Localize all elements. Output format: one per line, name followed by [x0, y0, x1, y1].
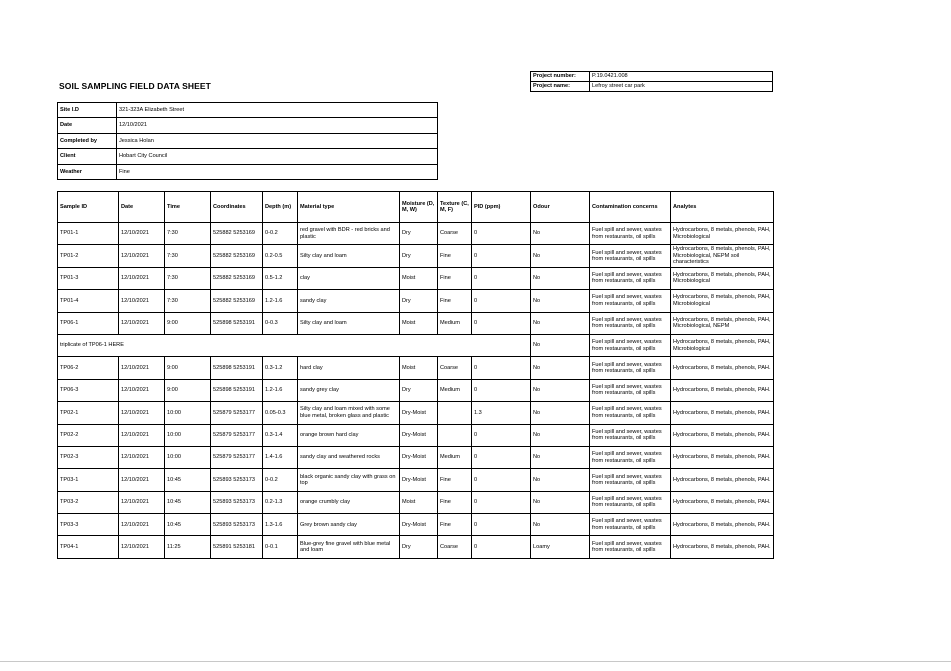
- page-title: SOIL SAMPLING FIELD DATA SHEET: [59, 81, 211, 91]
- cell-odour: No: [531, 312, 590, 334]
- site-id-value: 321-323A Elizabeth Street: [117, 103, 438, 118]
- cell-material-type: Grey brown sandy clay: [298, 514, 400, 536]
- cell-time: 10:00: [165, 424, 211, 446]
- project-name-row: [531, 82, 773, 92]
- cell-time: 7:30: [165, 290, 211, 312]
- cell-contamination-concerns: Fuel spill and sewer, wastes from restaurants, oil spills: [590, 491, 671, 513]
- table-row: [58, 536, 774, 558]
- cell-moisture: Dry-Moist: [400, 424, 438, 446]
- cell-date: 12/10/2021: [119, 267, 165, 289]
- cell-sample-id: TP01-3: [58, 267, 119, 289]
- cell-coordinates: 525893 5253173: [211, 514, 263, 536]
- cell-analytes: Hydrocarbons, 8 metals, phenols, PAH.: [671, 357, 774, 379]
- cell-sample-id: TP04-1: [58, 536, 119, 558]
- site-id-label: Site I.D: [58, 103, 117, 118]
- cell-depth: 0-0.1: [263, 536, 298, 558]
- cell-odour: No: [531, 223, 590, 245]
- cell-sample-id: TP01-1: [58, 223, 119, 245]
- cell-sample-id: TP03-3: [58, 514, 119, 536]
- cell-contamination-concerns: Fuel spill and sewer, wastes from restaurants, oil spills: [590, 245, 671, 267]
- cell-odour: No: [531, 491, 590, 513]
- date-label: Date: [58, 118, 117, 133]
- cell-analytes: Hydrocarbons, 8 metals, phenols, PAH, Microbiological, NEPM soil characteristics: [671, 245, 774, 267]
- cell-depth: 0-0.2: [263, 223, 298, 245]
- cell-odour: Loamy: [531, 536, 590, 558]
- cell-time: 9:00: [165, 379, 211, 401]
- cell-odour: No: [531, 334, 590, 356]
- cell-depth: 0-0.3: [263, 312, 298, 334]
- cell-date: 12/10/2021: [119, 379, 165, 401]
- cell-depth: 0.05-0.3: [263, 402, 298, 424]
- table-row: [58, 334, 774, 356]
- cell-material-type: sandy grey clay: [298, 379, 400, 401]
- completed-by-label: Completed by: [58, 133, 117, 148]
- cell-date: 12/10/2021: [119, 514, 165, 536]
- cell-analytes: Hydrocarbons, 8 metals, phenols, PAH.: [671, 514, 774, 536]
- cell-material-type: Silty clay and loam mixed with some blue metal, broken glass and plastic: [298, 402, 400, 424]
- cell-material-type: red gravel with BDR - red bricks and plastic: [298, 223, 400, 245]
- table-row: [58, 290, 774, 312]
- cell-material-type: Blue-grey fine gravel with blue metal and loam: [298, 536, 400, 558]
- cell-date: 12/10/2021: [119, 536, 165, 558]
- table-row: [58, 402, 774, 424]
- cell-coordinates: 525879 5253177: [211, 446, 263, 468]
- cell-sample-id: TP06-3: [58, 379, 119, 401]
- cell-contamination-concerns: Fuel spill and sewer, wastes from restaurants, oil spills: [590, 424, 671, 446]
- table-row: [58, 245, 774, 267]
- cell-coordinates: 525898 5253191: [211, 357, 263, 379]
- site-info-table: [57, 102, 438, 180]
- cell-date: 12/10/2021: [119, 469, 165, 491]
- cell-contamination-concerns: Fuel spill and sewer, wastes from restaurants, oil spills: [590, 312, 671, 334]
- cell-analytes: Hydrocarbons, 8 metals, phenols, PAH.: [671, 469, 774, 491]
- cell-pid: 0: [472, 290, 531, 312]
- cell-texture: Fine: [438, 514, 472, 536]
- cell-date: 12/10/2021: [119, 312, 165, 334]
- table-row: [58, 514, 774, 536]
- cell-contamination-concerns: Fuel spill and sewer, wastes from restaurants, oil spills: [590, 402, 671, 424]
- table-row: [58, 379, 774, 401]
- completed-by-value: Jessica Holan: [117, 133, 438, 148]
- column-header-sample-id: Sample ID: [58, 192, 119, 223]
- cell-depth: 1.2-1.6: [263, 290, 298, 312]
- cell-moisture: Dry: [400, 223, 438, 245]
- cell-odour: No: [531, 402, 590, 424]
- cell-analytes: Hydrocarbons, 8 metals, phenols, PAH.: [671, 536, 774, 558]
- cell-odour: No: [531, 357, 590, 379]
- cell-texture: Fine: [438, 245, 472, 267]
- cell-pid: 0: [472, 536, 531, 558]
- cell-material-type: sandy clay: [298, 290, 400, 312]
- cell-contamination-concerns: Fuel spill and sewer, wastes from restaurants, oil spills: [590, 469, 671, 491]
- table-row: [58, 424, 774, 446]
- cell-coordinates: 525891 5253181: [211, 536, 263, 558]
- cell-moisture: Dry-Moist: [400, 469, 438, 491]
- cell-contamination-concerns: Fuel spill and sewer, wastes from restaurants, oil spills: [590, 379, 671, 401]
- cell-texture: Medium: [438, 446, 472, 468]
- cell-depth: 1.2-1.6: [263, 379, 298, 401]
- site-id-row: [58, 103, 438, 118]
- cell-coordinates: 525882 5253169: [211, 223, 263, 245]
- cell-pid: 0: [472, 446, 531, 468]
- project-number-value: P.19.0421.008: [590, 72, 773, 82]
- cell-depth: 1.4-1.6: [263, 446, 298, 468]
- cell-material-type: black organic sandy clay with grass on top: [298, 469, 400, 491]
- cell-coordinates: 525882 5253169: [211, 245, 263, 267]
- table-row: [58, 312, 774, 334]
- cell-pid: 1.3: [472, 402, 531, 424]
- column-header-odour: Odour: [531, 192, 590, 223]
- cell-moisture: Moist: [400, 312, 438, 334]
- cell-texture: Fine: [438, 469, 472, 491]
- client-row: [58, 149, 438, 164]
- cell-material-type: orange crumbly clay: [298, 491, 400, 513]
- client-value: Hobart City Council: [117, 149, 438, 164]
- table-body: [58, 223, 774, 559]
- cell-date: 12/10/2021: [119, 245, 165, 267]
- cell-coordinates: 525898 5253191: [211, 312, 263, 334]
- table-row: [58, 469, 774, 491]
- table-header-row: [58, 192, 774, 223]
- cell-time: 7:30: [165, 223, 211, 245]
- cell-texture: Coarse: [438, 357, 472, 379]
- cell-sample-id: TP03-1: [58, 469, 119, 491]
- cell-sample-id: TP02-2: [58, 424, 119, 446]
- cell-depth: 0.3-1.4: [263, 424, 298, 446]
- cell-moisture: Moist: [400, 267, 438, 289]
- cell-odour: No: [531, 290, 590, 312]
- column-header-contamination-concerns: Contamination concerns: [590, 192, 671, 223]
- cell-odour: No: [531, 379, 590, 401]
- table-row: [58, 446, 774, 468]
- column-header-moisture: Moisture (D, M, W): [400, 192, 438, 223]
- cell-date: 12/10/2021: [119, 491, 165, 513]
- cell-time: 11:25: [165, 536, 211, 558]
- cell-pid: 0: [472, 379, 531, 401]
- cell-contamination-concerns: Fuel spill and sewer, wastes from restaurants, oil spills: [590, 514, 671, 536]
- table-row: [58, 491, 774, 513]
- column-header-coordinates: Coordinates: [211, 192, 263, 223]
- cell-analytes: Hydrocarbons, 8 metals, phenols, PAH, Microbiological: [671, 290, 774, 312]
- cell-material-type: Silty clay and loam: [298, 245, 400, 267]
- column-header-depth: Depth (m): [263, 192, 298, 223]
- cell-contamination-concerns: Fuel spill and sewer, wastes from restaurants, oil spills: [590, 290, 671, 312]
- cell-note: triplicate of TP06-1 HERE: [58, 334, 531, 356]
- cell-moisture: Dry: [400, 379, 438, 401]
- column-header-date: Date: [119, 192, 165, 223]
- date-row: [58, 118, 438, 133]
- cell-time: 10:45: [165, 514, 211, 536]
- table-row: [58, 267, 774, 289]
- column-header-texture: Texture (C, M, F): [438, 192, 472, 223]
- cell-analytes: Hydrocarbons, 8 metals, phenols, PAH.: [671, 379, 774, 401]
- cell-moisture: Dry-Moist: [400, 514, 438, 536]
- cell-analytes: Hydrocarbons, 8 metals, phenols, PAH, Microbiological, NEPM: [671, 312, 774, 334]
- sampling-data-table: [57, 191, 774, 559]
- cell-texture: Fine: [438, 267, 472, 289]
- cell-pid: 0: [472, 491, 531, 513]
- cell-moisture: Dry-Moist: [400, 402, 438, 424]
- project-name-value: Lefroy street car park: [590, 82, 773, 92]
- weather-value: Fine: [117, 164, 438, 179]
- cell-analytes: Hydrocarbons, 8 metals, phenols, PAH.: [671, 424, 774, 446]
- cell-depth: 0-0.2: [263, 469, 298, 491]
- cell-moisture: Dry-Moist: [400, 446, 438, 468]
- cell-sample-id: TP02-1: [58, 402, 119, 424]
- cell-time: 10:00: [165, 446, 211, 468]
- cell-coordinates: 525898 5253191: [211, 379, 263, 401]
- cell-contamination-concerns: Fuel spill and sewer, wastes from restaurants, oil spills: [590, 357, 671, 379]
- project-name-label: Project name:: [531, 82, 590, 92]
- cell-moisture: Dry: [400, 290, 438, 312]
- cell-sample-id: TP01-4: [58, 290, 119, 312]
- cell-date: 12/10/2021: [119, 402, 165, 424]
- cell-coordinates: 525879 5253177: [211, 402, 263, 424]
- cell-material-type: Silty clay and loam: [298, 312, 400, 334]
- cell-depth: 1.3-1.6: [263, 514, 298, 536]
- cell-sample-id: TP03-2: [58, 491, 119, 513]
- cell-sample-id: TP06-1: [58, 312, 119, 334]
- cell-contamination-concerns: Fuel spill and sewer, wastes from restaurants, oil spills: [590, 446, 671, 468]
- cell-depth: 0.2-1.3: [263, 491, 298, 513]
- cell-time: 7:30: [165, 245, 211, 267]
- cell-odour: No: [531, 267, 590, 289]
- page-bottom-divider: [0, 661, 951, 662]
- cell-contamination-concerns: Fuel spill and sewer, wastes from restaurants, oil spills: [590, 334, 671, 356]
- project-info-table: [530, 71, 773, 92]
- table-row: [58, 357, 774, 379]
- project-number-row: [531, 72, 773, 82]
- cell-odour: No: [531, 514, 590, 536]
- cell-odour: No: [531, 469, 590, 491]
- cell-material-type: sandy clay and weathered rocks: [298, 446, 400, 468]
- cell-moisture: Dry: [400, 536, 438, 558]
- cell-analytes: Hydrocarbons, 8 metals, phenols, PAH, Microbiological: [671, 334, 774, 356]
- cell-depth: 0.5-1.2: [263, 267, 298, 289]
- cell-pid: 0: [472, 357, 531, 379]
- cell-analytes: Hydrocarbons, 8 metals, phenols, PAH.: [671, 402, 774, 424]
- cell-coordinates: 525882 5253169: [211, 267, 263, 289]
- cell-texture: [438, 424, 472, 446]
- column-header-time: Time: [165, 192, 211, 223]
- table-row: [58, 223, 774, 245]
- cell-coordinates: 525893 5253173: [211, 469, 263, 491]
- cell-moisture: Moist: [400, 491, 438, 513]
- cell-moisture: Dry: [400, 245, 438, 267]
- cell-time: 10:00: [165, 402, 211, 424]
- cell-material-type: orange brown hard clay: [298, 424, 400, 446]
- cell-analytes: Hydrocarbons, 8 metals, phenols, PAH.: [671, 446, 774, 468]
- cell-odour: No: [531, 245, 590, 267]
- cell-pid: 0: [472, 469, 531, 491]
- cell-contamination-concerns: Fuel spill and sewer, wastes from restaurants, oil spills: [590, 536, 671, 558]
- cell-texture: Fine: [438, 491, 472, 513]
- cell-coordinates: 525879 5253177: [211, 424, 263, 446]
- cell-time: 9:00: [165, 357, 211, 379]
- cell-date: 12/10/2021: [119, 424, 165, 446]
- cell-sample-id: TP02-3: [58, 446, 119, 468]
- cell-texture: Coarse: [438, 536, 472, 558]
- cell-date: 12/10/2021: [119, 357, 165, 379]
- cell-depth: 0.3-1.2: [263, 357, 298, 379]
- cell-pid: 0: [472, 223, 531, 245]
- cell-analytes: Hydrocarbons, 8 metals, phenols, PAH, Microbiological: [671, 223, 774, 245]
- cell-pid: 0: [472, 424, 531, 446]
- cell-material-type: hard clay: [298, 357, 400, 379]
- cell-time: 7:30: [165, 267, 211, 289]
- cell-texture: Medium: [438, 379, 472, 401]
- completed-by-row: [58, 133, 438, 148]
- column-header-analytes: Analytes: [671, 192, 774, 223]
- cell-depth: 0.2-0.5: [263, 245, 298, 267]
- weather-row: [58, 164, 438, 179]
- cell-texture: [438, 402, 472, 424]
- cell-analytes: Hydrocarbons, 8 metals, phenols, PAH.: [671, 491, 774, 513]
- cell-date: 12/10/2021: [119, 223, 165, 245]
- cell-pid: 0: [472, 312, 531, 334]
- cell-sample-id: TP06-2: [58, 357, 119, 379]
- cell-date: 12/10/2021: [119, 290, 165, 312]
- cell-contamination-concerns: Fuel spill and sewer, wastes from restaurants, oil spills: [590, 223, 671, 245]
- cell-date: 12/10/2021: [119, 446, 165, 468]
- column-header-material-type: Material type: [298, 192, 400, 223]
- cell-moisture: Moist: [400, 357, 438, 379]
- cell-time: 10:45: [165, 469, 211, 491]
- cell-material-type: clay: [298, 267, 400, 289]
- project-number-label: Project number:: [531, 72, 590, 82]
- cell-analytes: Hydrocarbons, 8 metals, phenols, PAH, Microbiological: [671, 267, 774, 289]
- cell-texture: Medium: [438, 312, 472, 334]
- date-value: 12/10/2021: [117, 118, 438, 133]
- cell-time: 10:45: [165, 491, 211, 513]
- column-header-pid: PID (ppm): [472, 192, 531, 223]
- cell-pid: 0: [472, 267, 531, 289]
- cell-coordinates: 525893 5253173: [211, 491, 263, 513]
- cell-pid: 0: [472, 245, 531, 267]
- weather-label: Weather: [58, 164, 117, 179]
- cell-pid: 0: [472, 514, 531, 536]
- cell-coordinates: 525882 5253169: [211, 290, 263, 312]
- cell-texture: Fine: [438, 290, 472, 312]
- cell-sample-id: TP01-2: [58, 245, 119, 267]
- cell-time: 9:00: [165, 312, 211, 334]
- cell-odour: No: [531, 446, 590, 468]
- cell-contamination-concerns: Fuel spill and sewer, wastes from restaurants, oil spills: [590, 267, 671, 289]
- cell-texture: Coarse: [438, 223, 472, 245]
- cell-odour: No: [531, 424, 590, 446]
- client-label: Client: [58, 149, 117, 164]
